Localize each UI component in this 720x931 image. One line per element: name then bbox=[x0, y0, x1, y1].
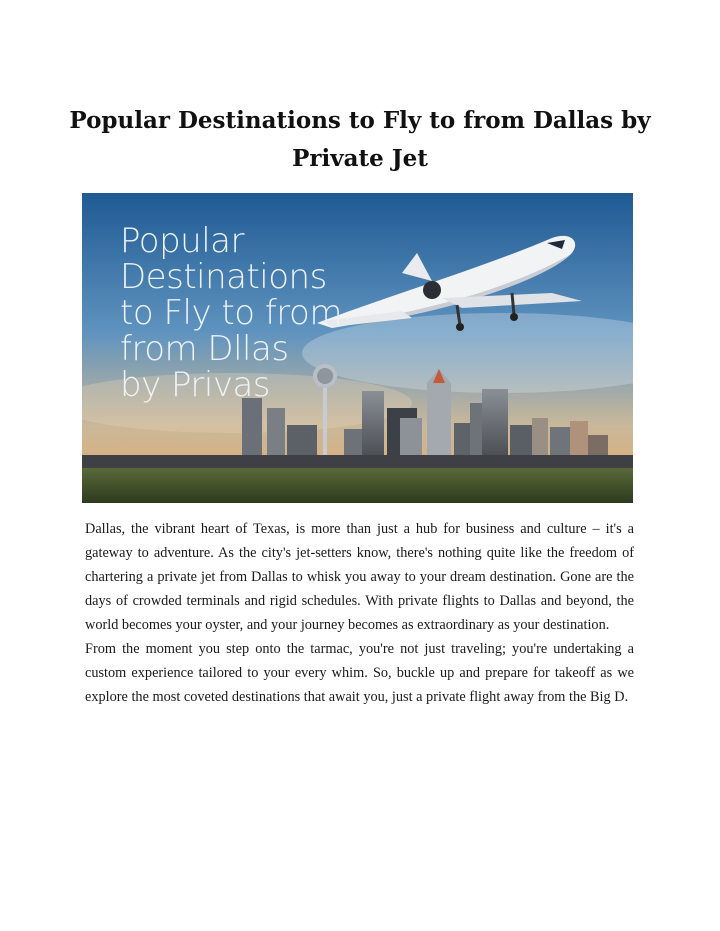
hero-overlay-line: Destinations bbox=[120, 257, 327, 297]
hero-overlay-text bbox=[120, 223, 380, 403]
hero-overlay-line: to Fly to from bbox=[120, 293, 342, 333]
hero-overlay-line: from Dllas bbox=[120, 329, 289, 369]
hero-overlay-line: Popular bbox=[120, 221, 244, 261]
hero-image bbox=[82, 193, 633, 503]
article-body bbox=[85, 517, 634, 709]
paragraph: Dallas, the vibrant heart of Texas, is more than just a hub for business and culture – it's a gateway to adventure. As the city's jet-setters know, there's nothing quite like the freedom of chartering a private jet from Dallas to whisk you away to your dream destination. Gone are the days of crowded terminals and rigid schedules. With private flights to Dallas and beyond, the world becomes your oyster, and your journey becomes as extraordinary as your destination. bbox=[85, 521, 634, 633]
document-title: Popular Destinations to Fly to from Dallas by Private Jet bbox=[69, 107, 651, 172]
hero-overlay-line: by Privas bbox=[120, 365, 271, 405]
paragraph: From the moment you step onto the tarmac, you're not just traveling; you're undertaking a custom experience tailored to your every whim. So, buckle up and prepare for takeoff as we explore the most coveted destinations that await you, just a private flight away from the Big D. bbox=[85, 641, 634, 705]
